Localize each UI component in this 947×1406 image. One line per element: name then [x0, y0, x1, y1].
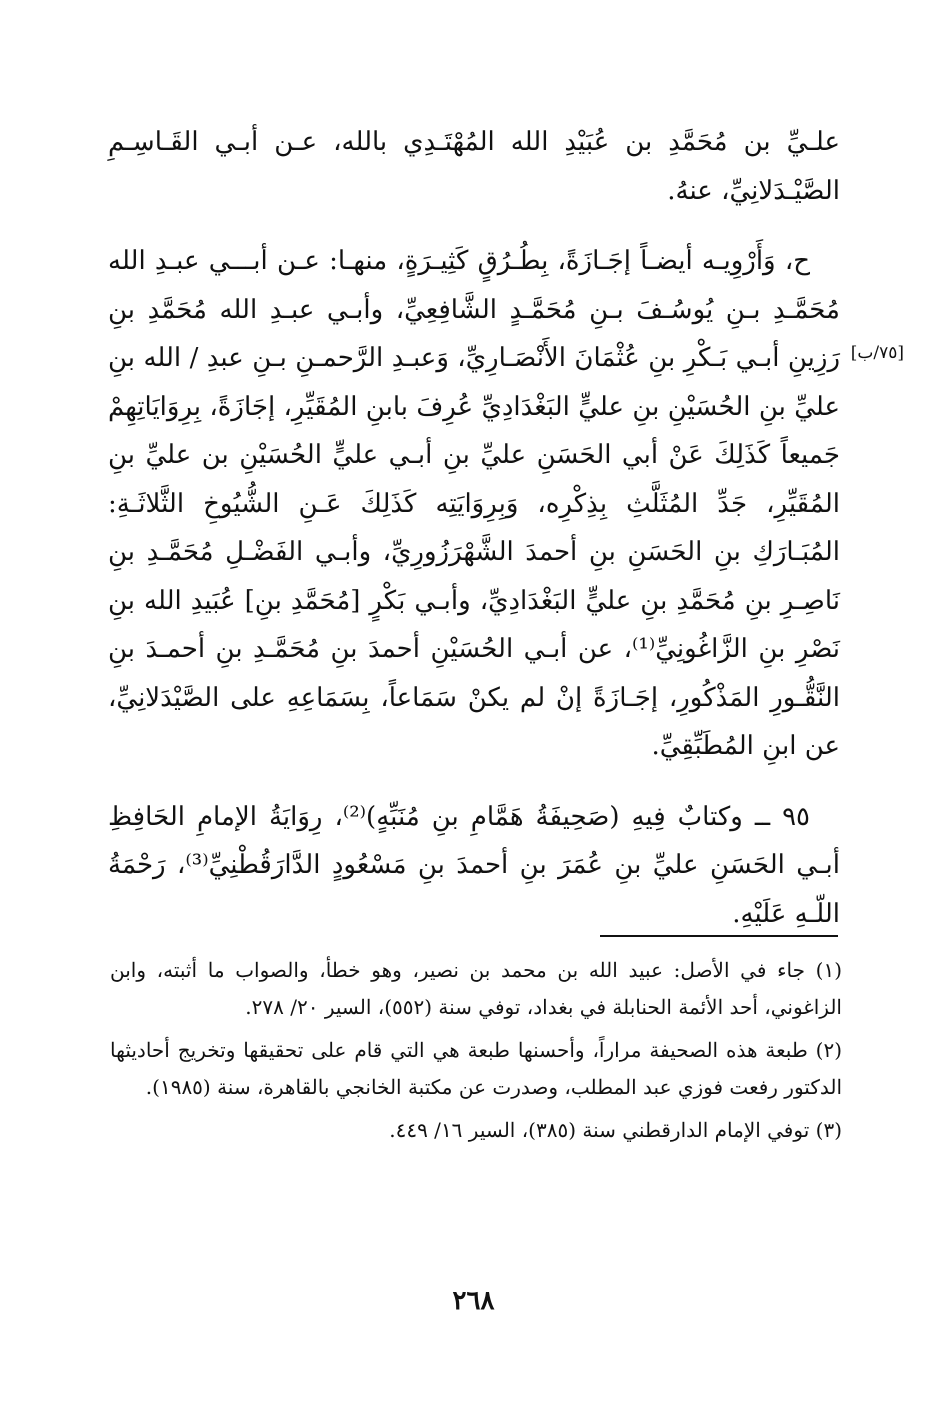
footnote-1: (١) جاء في الأصل: عبيد الله بن محمد بن نصير، وهو خطأ، والصواب ما أثبته، وابن الزاغوني، أحد الأئمة الحنابلة في بغداد، توفي سنة (٥٥٢)، السير ٢٠/ ٢٧٨. — [110, 958, 842, 1019]
main-text — [108, 118, 840, 938]
footnote-2: (٢) طبعة هذه الصحيفة مراراً، وأحسنها طبعة هي التي قام على تحقيقها وتخريج أحاديثها الدكتور رفعت فوزي عبد المطلب، وصدرت عن مكتبة الخانجي بالقاهرة، سنة (١٩٨٥). — [110, 1038, 843, 1099]
footnote-3: (٣) توفي الإمام الدارقطني سنة (٣٨٥)، السير ١٦/ ٤٤٩. — [389, 1118, 842, 1142]
manuscript-folio-note: [٧٥/ب] — [850, 343, 904, 363]
page-number: ٢٦٨ — [452, 1286, 495, 1316]
paragraph-2: ح، وَأَرْوِيـه أيضـاً إجَـازَةً، بِطُـرُقٍ كَثِيـرَةٍ، منهـا: عـن أبـــي عبـدِ الله مُحَمَّـدِ بـنِ يُوسُـفَ بـنِ مُحَمَّـدٍ الشَّافِعِيِّ، وأبـي عبـدِ الله مُحَمَّدِ بنِ رَزِينِ أبـي بَـكْرِ بنِ عُثْمَانَ الأَنْصَـارِيِّ، وَعبـدِ الرَّحمـنِ بـنِ عبدِ / الله بنِ عليِّ بنِ الحُسَيْنِ بنِ عليٍّ البَغْدَادِيِّ عُرِفَ بابنِ المُقَيِّرِ، إجَازَةً، بِرِوَايَاتِهِمْ جَميعاً كَذَلِكَ عَنْ أبي الحَسَنِ عليِّ بنِ أبـي عليٍّ الحُسَيْنِ بن عليِّ بنِ المُقَيِّرِ، جَدِّ المُثَلَّثِ بِذِكْرِه، وَبِرِوَايَتِه كَذَلِكَ عَـنِ الشُّيُوخِ الثَّلاثَـةِ: المُبَـارَكِ بنِ الحَسَنِ بنِ أحمدَ الشَّهْرَزُورِيِّ، وأبـي الفَضْـلِ مُحَمَّـدِ بنِ نَاصِـرِ بنِ مُحَمَّدِ بنِ عليٍّ البَغْدَادِيِّ، وأبـي بَكْرٍ [مُحَمَّدِ بنِ] عُبَيدِ الله بنِ نَصْرِ بنِ الزَّاغُونِيِّ⁽¹⁾، عن أبـي الحُسَيْنِ أحمدَ بنِ مُحَمَّـدِ بنِ أحمـدَ بنِ النَّقُّـورِ المَذْكُورِ، إجَـازَةً إنْ لم يكنْ سَمَاعاً، بِسَمَاعِهِ على الصَّيْدَلانِيِّ، عن ابنِ المُطَبِّقِيِّ. — [108, 246, 840, 761]
footnotes — [110, 952, 842, 1156]
footnote-separator — [600, 935, 838, 937]
paragraph-3: ٩٥ ــ وكتابٌ فِيهِ (صَحِيفَةُ هَمَّامِ بنِ مُنَبِّهٍ)⁽²⁾، رِوَايَةُ الإمامِ الحَافِظِ أبـي الحَسَنِ عليِّ بنِ عُمَرَ بنِ أحمدَ بنِ مَسْعُودٍ الدَّارَقُطْنِيِّ⁽³⁾، رَحْمَةُ اللّـهِ عَلَيْهِ. — [108, 801, 840, 929]
paragraph-1: علـيِّ بن مُحَمَّدِ بن عُبَيْدِ الله المُهْتَـدِي بالله، عـن أبـي القَـاسِـمِ الصَّيْـدَلانِيِّ، عنهُ. — [108, 127, 840, 206]
